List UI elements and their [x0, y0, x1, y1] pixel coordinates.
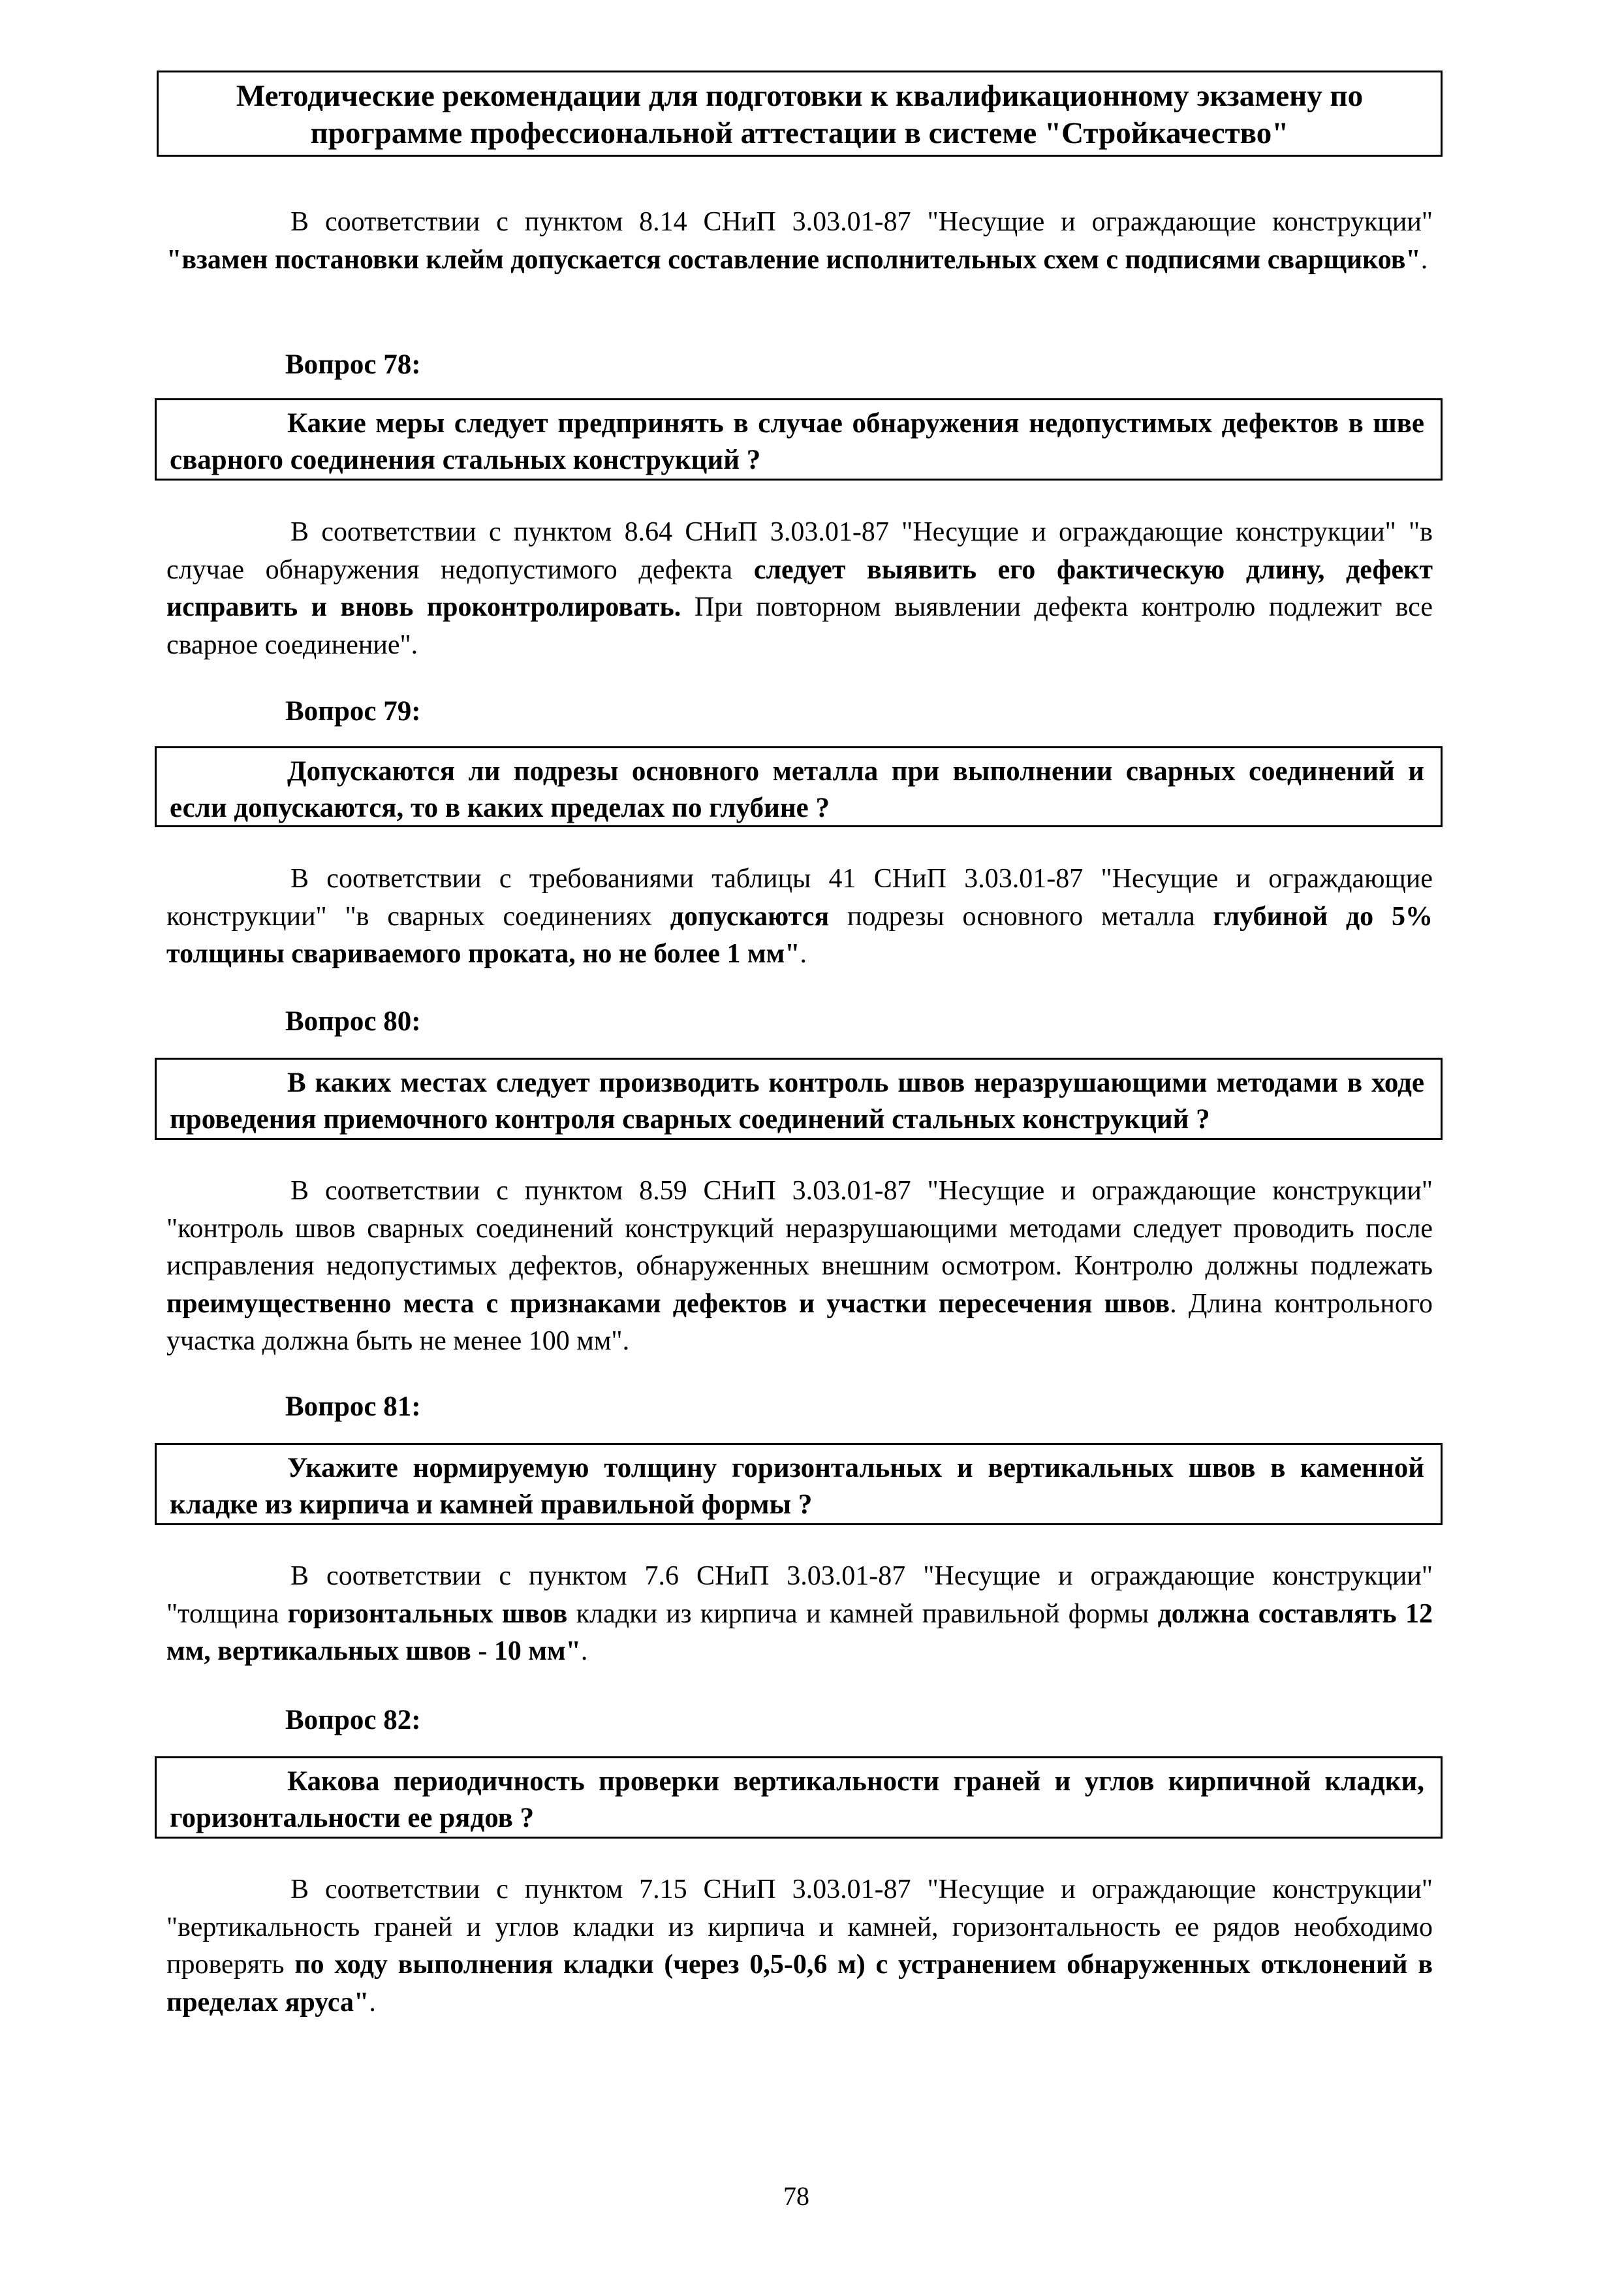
- answer-81-paragraph: [166, 1558, 1433, 1671]
- document-header-box: [157, 71, 1443, 157]
- answer-81-text-2: кладки из кирпича и камней правильной формы: [567, 1598, 1158, 1629]
- answer-79-text-3: .: [800, 939, 807, 969]
- answer-81-text-3: .: [580, 1636, 588, 1666]
- intro-bold-1: "взамен постановки клейм допускается составление исполнительных схем с подписями сварщиков": [166, 244, 1421, 275]
- answer-79-text-2: подрезы основного металла: [829, 901, 1213, 932]
- answer-78-text-2: При повторном выявлении дефекта контролю подлежит все сварное соединение".: [166, 592, 1433, 660]
- question-82-box: [155, 1756, 1443, 1839]
- question-79-box: [155, 746, 1443, 827]
- question-78-box: [155, 398, 1443, 481]
- answer-80-text-1: В соответствии с пунктом 8.59 СНиП 3.03.01-87 "Несущие и ограждающие конструкции" "контроль швов сварных соединений конструкций неразрушающими методами следует проводить после исправления недопустимых дефектов, обнаруженных внешним осмотром. Контролю должны подлежать: [166, 1176, 1433, 1281]
- intro-text-1: В соответствии с пунктом 8.14 СНиП 3.03.01-87 "Несущие и ограждающие конструкции": [290, 207, 1433, 237]
- answer-78-text-1: В соответствии с пунктом 8.64 СНиП 3.03.01-87 "Несущие и ограждающие конструкции" "в случае обнаружения недопустимого дефекта: [166, 517, 1433, 585]
- question-81-text: Укажите нормируемую толщину горизонтальных и вертикальных швов в каменной кладке из кирпича и камней правильной формы ?: [170, 1453, 1424, 1520]
- question-82-text: Какова периодичность проверки вертикальности граней и углов кирпичной кладки, горизонтальности ее рядов ?: [170, 1766, 1424, 1833]
- answer-81-bold-1: горизонтальных швов: [287, 1598, 568, 1629]
- answer-82-text-2: .: [369, 1987, 376, 2017]
- answer-81-bold-2: должна составлять 12 мм, вертикальных швов - 10 мм": [166, 1598, 1433, 1666]
- intro-text-2: .: [1420, 244, 1428, 275]
- answer-82-paragraph: [166, 1871, 1433, 2021]
- answer-79-bold-1: допускаются: [670, 901, 830, 932]
- answer-80-paragraph: [166, 1173, 1433, 1361]
- header-line-1: Методические рекомендации для подготовки к квалификационному экзамену по: [236, 79, 1364, 113]
- question-80-box: [155, 1058, 1443, 1140]
- question-79-label: Вопрос 79:: [285, 696, 421, 727]
- answer-78-paragraph: [166, 514, 1433, 664]
- answer-78-bold-1: следует выявить его фактическую длину, дефект исправить и вновь проконтролировать.: [166, 554, 1433, 622]
- question-79-text: Допускаются ли подрезы основного металла при выполнении сварных соединений и если допускаются, то в каких пределах по глубине ?: [170, 756, 1424, 823]
- question-82-label: Вопрос 82:: [285, 1705, 421, 1735]
- answer-80-bold-1: преимущественно места с признаками дефектов и участки пересечения швов: [166, 1288, 1170, 1319]
- answer-79-paragraph: [166, 861, 1433, 973]
- page-number: 78: [783, 2181, 809, 2211]
- question-81-label: Вопрос 81:: [285, 1391, 421, 1422]
- intro-paragraph: [166, 204, 1433, 279]
- answer-82-text-1: В соответствии с пунктом 7.15 СНиП 3.03.01-87 "Несущие и ограждающие конструкции" "вертикальность граней и углов кладки из кирпича и камней, горизонтальность ее рядов необходимо проверять: [166, 1874, 1433, 1980]
- question-81-box: [155, 1443, 1443, 1525]
- header-line-2: программе профессиональной аттестации в системе "Стройкачество": [310, 116, 1289, 150]
- question-78-label: Вопрос 78:: [285, 349, 421, 380]
- question-80-text: В каких местах следует производить контроль швов неразрушающими методами в ходе проведения приемочного контроля сварных соединений стальных конструкций ?: [170, 1067, 1424, 1135]
- answer-81-text-1: В соответствии с пунктом 7.6 СНиП 3.03.01-87 "Несущие и ограждающие конструкции" "толщина: [166, 1561, 1433, 1629]
- answer-79-text-1: В соответствии с требованиями таблицы 41 СНиП 3.03.01-87 "Несущие и ограждающие конструкции" "в сварных соединениях: [166, 864, 1433, 932]
- answer-82-bold-1: по ходу выполнения кладки (через 0,5-0,6 м) с устранением обнаруженных отклонений в пределах яруса": [166, 1950, 1433, 2017]
- answer-80-text-2: . Длина контрольного участка должна быть не менее 100 мм".: [166, 1288, 1433, 1356]
- question-78-text: Какие меры следует предпринять в случае обнаружения недопустимых дефектов в шве сварного соединения стальных конструкций ?: [170, 408, 1424, 475]
- question-80-label: Вопрос 80:: [285, 1006, 421, 1037]
- answer-79-bold-2: глубиной до 5% толщины свариваемого проката, но не более 1 мм": [166, 901, 1433, 969]
